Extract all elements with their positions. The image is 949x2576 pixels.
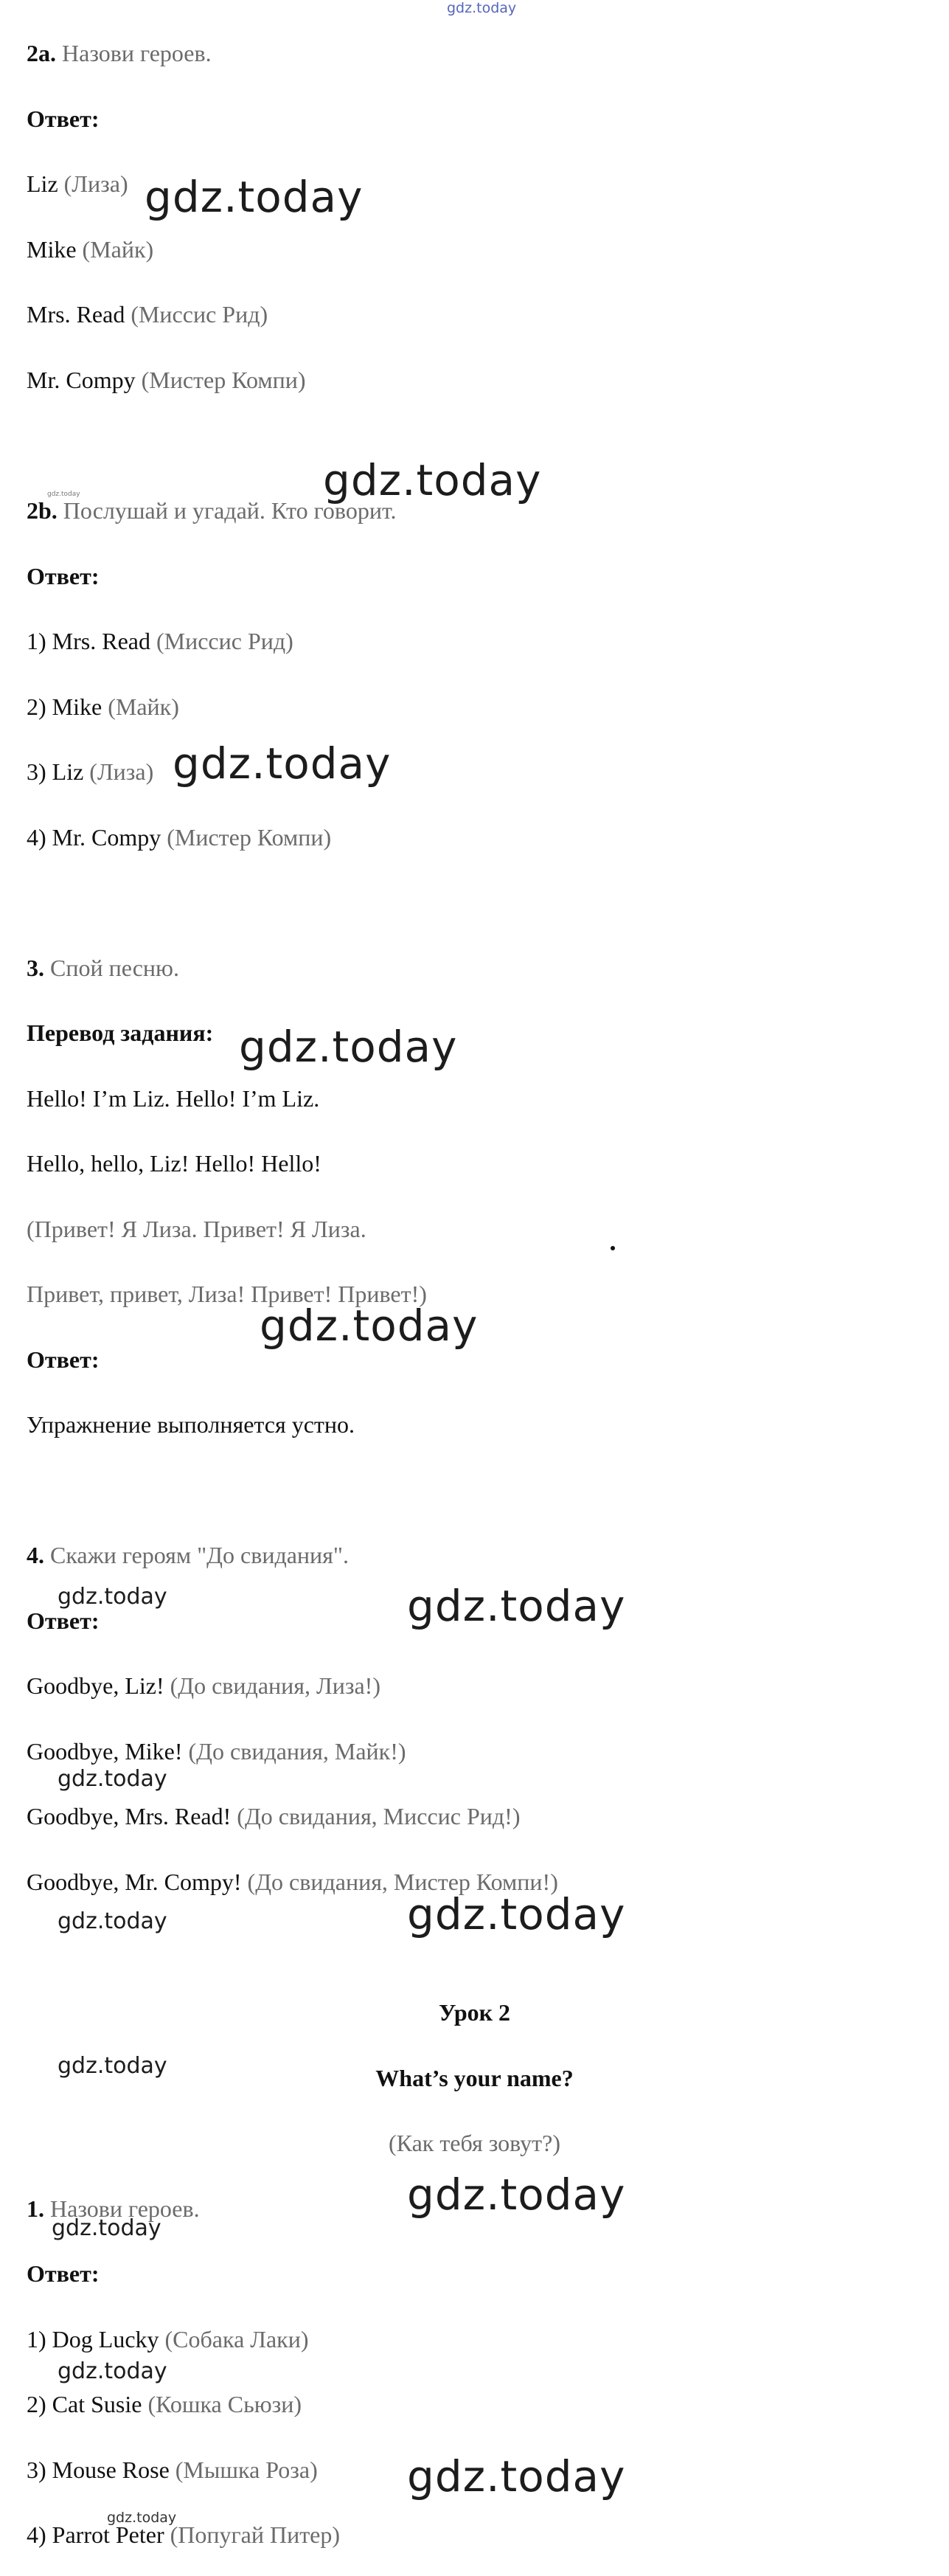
- watermark: gdz.today: [407, 2170, 626, 2220]
- item-ru: (Собака Лаки): [164, 2326, 309, 2352]
- item-ru: (Лиза): [89, 758, 154, 785]
- task-number: 3.: [27, 955, 44, 981]
- item-en: Goodbye, Mike!: [27, 1738, 183, 1765]
- item-ru: (До свидания, Майк!): [188, 1738, 406, 1765]
- item-en: Liz: [27, 170, 58, 197]
- item-ru: (Кошка Сьюзи): [147, 2391, 302, 2417]
- item-en: 2) Mike: [27, 693, 102, 720]
- translation-label: Перевод задания:: [27, 1019, 214, 1046]
- song-line-en: Hello! I’m Liz. Hello! I’m Liz.: [27, 1085, 320, 1112]
- watermark: gdz.today: [58, 1766, 167, 1792]
- answer-item: [27, 2520, 340, 2549]
- answer-label: Ответ:: [27, 105, 100, 132]
- answer-item: [27, 2455, 318, 2485]
- watermark: gdz.today: [145, 172, 364, 222]
- item-en: 3) Liz: [27, 758, 84, 785]
- answer-label: Ответ:: [27, 1607, 100, 1634]
- item-en: 2) Cat Susie: [27, 2391, 142, 2417]
- song-line-en: Hello, hello, Liz! Hello! Hello!: [27, 1150, 321, 1177]
- item-ru: (Мышка Роза): [175, 2456, 318, 2483]
- watermark: gdz.today: [407, 1889, 626, 1939]
- watermark: gdz.today: [239, 1022, 458, 1072]
- item-ru: (Мистер Компи): [167, 824, 332, 851]
- watermark: gdz.today: [407, 1581, 626, 1631]
- answer-item: [27, 300, 268, 329]
- item-en: Mr. Compy: [27, 367, 136, 393]
- task-2a: [27, 38, 212, 68]
- answer-item: [27, 2324, 309, 2354]
- item-ru: (Мистер Компи): [141, 367, 306, 393]
- item-ru: (Миссис Рид): [156, 628, 293, 654]
- watermark-top: gdz.today: [447, 0, 517, 16]
- watermark: gdz.today: [107, 2510, 177, 2526]
- item-ru: (До свидания, Лиза!): [170, 1672, 380, 1699]
- answer-item: [27, 823, 331, 852]
- task-text: Спой песню.: [50, 955, 179, 981]
- watermark: gdz.today: [58, 2358, 167, 2384]
- task-number: 1.: [27, 2195, 44, 2222]
- answer-item: [27, 757, 153, 786]
- item-en: 3) Mouse Rose: [27, 2456, 170, 2483]
- lesson-subtitle-ru: (Как тебя зовут?): [388, 2130, 561, 2156]
- item-en: Mrs. Read: [27, 301, 125, 328]
- answer-item: [27, 235, 153, 264]
- answer-label: Ответ:: [27, 1346, 100, 1373]
- answer-label: Ответ:: [27, 563, 100, 589]
- answer-item: [27, 169, 128, 198]
- task-text: Послушай и угадай. Кто говорит.: [63, 497, 397, 524]
- watermark: gdz.today: [47, 491, 80, 498]
- task-3: [27, 953, 179, 983]
- item-en: Goodbye, Mrs. Read!: [27, 1803, 232, 1829]
- answer-item: [27, 692, 179, 721]
- lesson-subtitle: What’s your name?: [375, 2065, 574, 2091]
- lesson-title: Урок 2: [438, 1999, 511, 2026]
- item-ru: (Миссис Рид): [131, 301, 268, 328]
- answer-text: Упражнение выполняется устно.: [27, 1411, 355, 1438]
- item-en: 4) Parrot Peter: [27, 2521, 164, 2548]
- task-number: 2b.: [27, 497, 58, 524]
- answer-item: [27, 626, 293, 656]
- item-ru: (До свидания, Мистер Компи!): [247, 1869, 558, 1895]
- item-ru: (Попугай Питер): [170, 2521, 341, 2548]
- item-ru: (Майк): [82, 236, 154, 263]
- item-en: Goodbye, Liz!: [27, 1672, 164, 1699]
- watermark: gdz.today: [52, 2215, 161, 2241]
- song-line-ru: Привет, привет, Лиза! Привет! Привет!): [27, 1281, 427, 1307]
- answer-item: [27, 2389, 302, 2419]
- answer-item: [27, 365, 306, 395]
- item-en: Goodbye, Mr. Compy!: [27, 1869, 242, 1895]
- watermark: gdz.today: [173, 738, 392, 789]
- watermark: gdz.today: [58, 1584, 167, 1610]
- item-ru: (Лиза): [63, 170, 128, 197]
- item-en: Mike: [27, 236, 77, 263]
- watermark: gdz.today: [58, 2053, 167, 2079]
- item-en: 1) Mrs. Read: [27, 628, 150, 654]
- task-4: [27, 1540, 349, 1570]
- item-en: 1) Dog Lucky: [27, 2326, 159, 2352]
- answer-item: [27, 1671, 380, 1700]
- task-text: Назови героев.: [50, 2195, 200, 2222]
- task-number: 4.: [27, 1542, 44, 1568]
- stray-dot: [611, 1246, 615, 1250]
- watermark: gdz.today: [323, 455, 542, 505]
- task-text: Скажи героям "До свидания".: [50, 1542, 349, 1568]
- song-line-ru: (Привет! Я Лиза. Привет! Я Лиза.: [27, 1216, 366, 1242]
- watermark: gdz.today: [407, 2451, 626, 2501]
- answer-item: [27, 1801, 520, 1831]
- item-ru: (Майк): [108, 693, 179, 720]
- task-number: 2a.: [27, 40, 56, 66]
- answer-label: Ответ:: [27, 2260, 100, 2287]
- watermark: gdz.today: [58, 1908, 167, 1934]
- item-en: 4) Mr. Compy: [27, 824, 161, 851]
- item-ru: (До свидания, Миссис Рид!): [237, 1803, 521, 1829]
- watermark: gdz.today: [260, 1301, 479, 1351]
- task-text: Назови героев.: [62, 40, 212, 66]
- answer-item: [27, 1737, 406, 1766]
